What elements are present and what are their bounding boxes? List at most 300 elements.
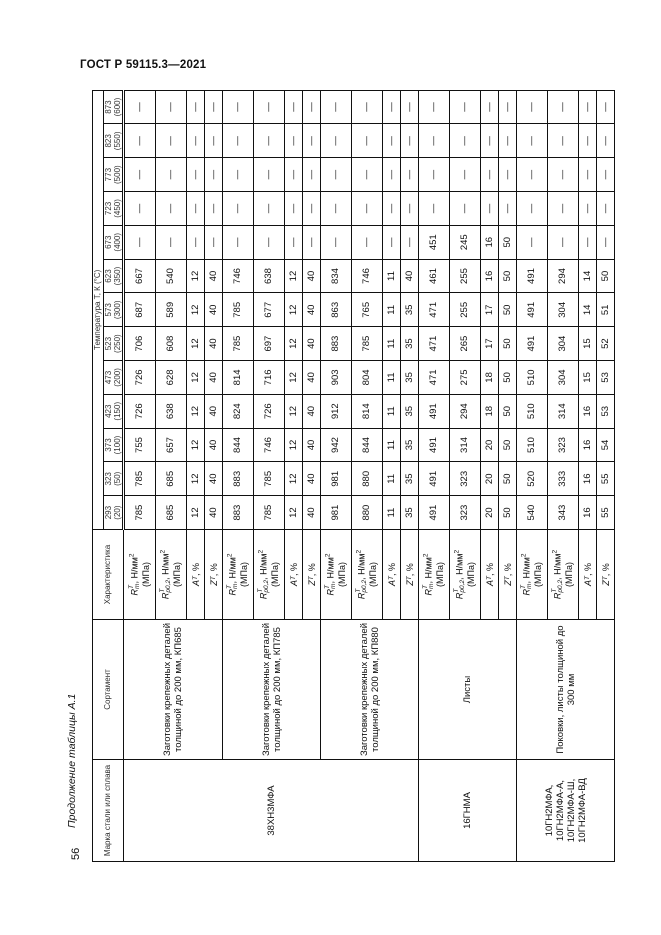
symbol-sup: T [324, 584, 331, 589]
unit-note: (МПа) [140, 562, 151, 587]
value-cell: 40 [205, 462, 223, 496]
symbol: Z [208, 580, 219, 586]
temp-celsius: (200) [113, 368, 122, 387]
value-cell: 11 [383, 496, 401, 530]
value-cell: — [401, 90, 419, 124]
value-cell: 52 [597, 327, 615, 361]
value-cell: 471 [419, 293, 450, 327]
value-cell: 491 [419, 462, 450, 496]
symbol-sub: m [232, 583, 239, 589]
property-Rm [517, 530, 548, 620]
property-symbol [503, 563, 513, 586]
header-temp [104, 496, 124, 530]
property-symbol [289, 563, 299, 586]
value-cell: 314 [450, 428, 481, 462]
value-cell: 746 [223, 259, 254, 293]
symbol-sup: T [159, 588, 166, 593]
temp-kelvin: 323 [104, 472, 113, 486]
value-cell: — [223, 124, 254, 158]
value-cell: 50 [499, 394, 517, 428]
symbol-sup: T [210, 576, 218, 581]
steel-grade: 38ХН3МФА [124, 760, 419, 862]
property-A [187, 530, 205, 620]
value-cell: 245 [450, 225, 481, 259]
header-temp [104, 225, 124, 259]
symbol: Z [502, 580, 513, 586]
value-cell: 40 [205, 327, 223, 361]
temp-kelvin: 623 [104, 269, 113, 283]
value-cell: 657 [156, 428, 187, 462]
value-cell: 880 [352, 462, 383, 496]
temp-celsius: (450) [113, 199, 122, 218]
value-cell: 14 [579, 259, 597, 293]
unit: , Н/мм [160, 553, 171, 580]
symbol-sub: m [330, 583, 337, 589]
value-cell: — [597, 90, 615, 124]
header-temp [104, 361, 124, 395]
symbol-indices [552, 580, 564, 593]
symbol-sup: T [406, 576, 414, 581]
value-cell: — [383, 225, 401, 259]
header-temp [104, 259, 124, 293]
value-cell: — [499, 192, 517, 226]
temp-celsius: (100) [113, 435, 122, 455]
header-temp [104, 192, 124, 226]
value-cell: — [205, 124, 223, 158]
unit-note: (МПа) [564, 562, 574, 587]
unit-note: (МПа) [466, 562, 476, 587]
symbol-sup: T [520, 584, 527, 589]
value-cell: — [579, 192, 597, 226]
value-cell: — [187, 192, 205, 226]
value-cell: 50 [499, 462, 517, 496]
symbol: R [454, 592, 465, 600]
unit-sup: 2 [520, 553, 528, 558]
value-cell: — [124, 90, 156, 124]
value-cell: 12 [187, 293, 205, 327]
value-cell: — [481, 192, 499, 226]
value-cell: 16 [579, 394, 597, 428]
unit: , % [190, 563, 201, 577]
value-cell: — [352, 90, 383, 124]
unit: , % [306, 563, 317, 577]
value-cell: — [285, 225, 303, 259]
temp-celsius: (350) [113, 266, 122, 286]
value-cell: 687 [124, 293, 156, 327]
temp-celsius: (150) [113, 401, 122, 421]
value-cell: 589 [156, 293, 187, 327]
property-symbol [485, 563, 495, 586]
header-product: Сортамент [93, 620, 124, 760]
value-cell: 53 [597, 361, 615, 395]
temp-celsius: (300) [113, 300, 122, 320]
product-form: Заготовки крепежных деталей толщиной до 200 мм, КП785 [223, 620, 321, 760]
value-cell: — [597, 158, 615, 192]
value-cell: 12 [285, 462, 303, 496]
temp-celsius: (500) [113, 165, 122, 184]
value-cell: 12 [187, 428, 205, 462]
value-cell: 15 [579, 327, 597, 361]
value-cell: 697 [254, 327, 285, 361]
symbol: R [325, 588, 336, 596]
temp-kelvin: 873 [104, 100, 113, 114]
temp-celsius: (550) [113, 131, 122, 151]
unit: , Н/мм [325, 557, 336, 584]
value-cell: 912 [321, 394, 352, 428]
value-cell: 50 [499, 361, 517, 395]
symbol-sub: m [133, 583, 141, 589]
unit: , Н/мм [227, 557, 238, 584]
symbol: R [227, 588, 238, 596]
value-cell: 40 [303, 496, 321, 530]
value-cell: — [419, 124, 450, 158]
value-cell: 40 [303, 327, 321, 361]
symbol: Z [600, 580, 611, 586]
value-cell: 706 [124, 327, 156, 361]
value-cell: 53 [597, 394, 615, 428]
header-temp [104, 90, 124, 124]
property-symbol [454, 550, 466, 599]
value-cell: 11 [383, 394, 401, 428]
property-Rp [156, 530, 187, 620]
property-symbol [258, 550, 270, 599]
value-cell: 304 [548, 361, 579, 395]
value-cell: 785 [124, 462, 156, 496]
value-cell: 824 [223, 394, 254, 428]
value-cell: 304 [548, 293, 579, 327]
value-cell: 50 [499, 225, 517, 259]
value-cell: 15 [579, 361, 597, 395]
value-cell: 50 [499, 428, 517, 462]
product-form: Заготовки крепежных деталей толщиной до 200 мм, КП880 [321, 620, 419, 760]
unit: , % [208, 563, 219, 577]
unit-sup: 2 [551, 549, 559, 554]
value-cell: 685 [156, 496, 187, 530]
symbol: R [160, 592, 171, 600]
property-symbol [387, 563, 397, 586]
symbol-sub: p0,2 [459, 579, 466, 593]
unit: , % [600, 563, 611, 577]
symbol-sup: T [226, 584, 233, 589]
value-cell: — [548, 225, 579, 259]
value-cell: 844 [352, 428, 383, 462]
value-cell: 18 [481, 361, 499, 395]
temp-kelvin: 373 [104, 438, 113, 452]
value-cell: 981 [321, 462, 352, 496]
symbol-indices [258, 580, 270, 593]
symbol-sup: T [551, 588, 558, 593]
header-property: Характеристика [93, 530, 124, 620]
symbol-sub: m [526, 583, 533, 589]
value-cell: 265 [450, 327, 481, 361]
value-cell: 40 [205, 293, 223, 327]
value-cell: — [156, 225, 187, 259]
symbol-sup: T [290, 576, 298, 580]
value-cell: 20 [481, 462, 499, 496]
symbol-sub: m [428, 583, 435, 589]
value-cell: — [579, 90, 597, 124]
value-cell: 726 [124, 361, 156, 395]
value-cell: 14 [579, 293, 597, 327]
value-cell: 863 [321, 293, 352, 327]
unit-sup: 2 [257, 549, 265, 554]
value-cell: 323 [548, 428, 579, 462]
symbol-indices [585, 576, 591, 580]
value-cell: — [597, 124, 615, 158]
symbol: A [484, 580, 495, 587]
symbol: A [386, 580, 397, 587]
value-cell: 451 [419, 225, 450, 259]
property-Rp [548, 530, 579, 620]
value-cell: 491 [419, 394, 450, 428]
unit-note: (МПа) [172, 562, 182, 587]
symbol-indices [505, 576, 511, 580]
value-cell: — [223, 90, 254, 124]
value-cell: — [303, 192, 321, 226]
value-cell: 785 [254, 462, 285, 496]
value-cell: 50 [597, 259, 615, 293]
value-cell: — [156, 90, 187, 124]
symbol-indices [454, 580, 466, 593]
value-cell: 255 [450, 259, 481, 293]
unit: , Н/мм [356, 553, 367, 580]
temp-kelvin: 423 [104, 404, 113, 418]
property-symbol [552, 550, 564, 599]
unit-note: (МПа) [368, 562, 378, 587]
value-cell: 491 [517, 327, 548, 361]
property-Z [205, 530, 223, 620]
symbol: R [128, 588, 139, 596]
document-code: ГОСТ Р 59115.3—2021 [80, 59, 207, 71]
value-cell: 726 [124, 394, 156, 428]
value-cell: 716 [254, 361, 285, 395]
symbol-indices [487, 576, 493, 580]
value-cell: — [450, 90, 481, 124]
unit-note: (МПа) [239, 562, 249, 587]
value-cell: — [303, 90, 321, 124]
value-cell: 40 [303, 259, 321, 293]
value-cell: 255 [450, 293, 481, 327]
value-cell: 471 [419, 361, 450, 395]
symbol-sup: T [453, 588, 460, 593]
header-temp [104, 158, 124, 192]
product-form: Листы [419, 620, 517, 760]
steel-grade: 16ГНМА [419, 760, 517, 862]
temp-kelvin: 473 [104, 370, 113, 385]
value-cell: 685 [156, 462, 187, 496]
property-Rm [223, 530, 254, 620]
value-cell: — [285, 90, 303, 124]
symbol-sub: p0,2 [263, 579, 270, 593]
symbol: R [552, 592, 563, 600]
value-cell: 844 [223, 428, 254, 462]
value-cell: 471 [419, 327, 450, 361]
value-cell: 314 [548, 394, 579, 428]
value-cell: — [352, 192, 383, 226]
value-cell: — [450, 124, 481, 158]
value-cell: 785 [254, 496, 285, 530]
temp-celsius: (400) [113, 232, 122, 252]
value-cell: — [517, 225, 548, 259]
value-cell: 11 [383, 327, 401, 361]
rotated-page-content [60, 88, 640, 868]
property-symbol [209, 563, 219, 586]
value-cell: 40 [401, 259, 419, 293]
property-Rm [321, 530, 352, 620]
unit-note: (МПа) [435, 562, 445, 587]
value-cell: 40 [205, 496, 223, 530]
value-cell: — [156, 158, 187, 192]
value-cell: 333 [548, 462, 579, 496]
value-cell: 35 [401, 394, 419, 428]
symbol: A [288, 580, 299, 587]
header-temp [104, 124, 124, 158]
symbol-sup: T [308, 576, 316, 581]
property-Rp [352, 530, 383, 620]
value-cell: — [285, 124, 303, 158]
property-Z [499, 530, 517, 620]
value-cell: 12 [285, 428, 303, 462]
temp-kelvin: 673 [104, 235, 113, 249]
value-cell: 746 [352, 259, 383, 293]
symbol: A [190, 580, 201, 587]
value-cell: 903 [321, 361, 352, 395]
value-cell: — [597, 225, 615, 259]
symbol: R [423, 588, 434, 596]
symbol-sub: p0,2 [165, 579, 172, 593]
value-cell: 755 [124, 428, 156, 462]
value-cell: — [481, 124, 499, 158]
value-cell: 461 [419, 259, 450, 293]
value-cell: — [419, 90, 450, 124]
symbol-sup: T [355, 588, 362, 593]
value-cell: 40 [303, 394, 321, 428]
value-cell: — [499, 158, 517, 192]
value-cell: — [321, 90, 352, 124]
value-cell: 11 [383, 293, 401, 327]
property-symbol [227, 554, 239, 596]
value-cell: 638 [254, 259, 285, 293]
symbol-sup: T [257, 588, 264, 593]
symbol-sup: T [602, 576, 610, 581]
value-cell: 11 [383, 462, 401, 496]
symbol-indices [160, 580, 172, 593]
value-cell: — [205, 158, 223, 192]
value-cell: — [321, 158, 352, 192]
table-row [223, 90, 254, 861]
value-cell: — [124, 225, 156, 259]
value-cell: — [481, 158, 499, 192]
symbol-indices [389, 576, 395, 580]
symbol-indices [129, 584, 141, 589]
page-number: 56 [70, 847, 82, 860]
symbol-sup: T [486, 576, 494, 580]
value-cell: 638 [156, 394, 187, 428]
property-Rp [450, 530, 481, 620]
value-cell: 343 [548, 496, 579, 530]
value-cell: — [303, 225, 321, 259]
unit: , Н/мм [521, 557, 532, 584]
value-cell: 785 [352, 327, 383, 361]
value-cell: — [401, 225, 419, 259]
unit: , % [404, 563, 415, 577]
unit-note: (МПа) [533, 562, 543, 587]
value-cell: 814 [352, 394, 383, 428]
value-cell: 12 [285, 361, 303, 395]
value-cell: — [383, 158, 401, 192]
value-cell: 491 [419, 428, 450, 462]
value-cell: 51 [597, 293, 615, 327]
symbol-sub: p0,2 [361, 579, 368, 593]
value-cell: — [303, 124, 321, 158]
value-cell: 50 [499, 293, 517, 327]
value-cell: — [223, 225, 254, 259]
property-Rm [419, 530, 450, 620]
value-cell: — [517, 124, 548, 158]
header-grade: Марка стали или сплава [93, 760, 124, 862]
property-symbol [423, 554, 435, 596]
value-cell: 785 [124, 496, 156, 530]
value-cell: 12 [187, 259, 205, 293]
value-cell: 50 [499, 327, 517, 361]
value-cell: — [285, 192, 303, 226]
value-cell: 55 [597, 462, 615, 496]
unit: , % [582, 563, 593, 577]
unit-sup: 2 [226, 553, 234, 558]
value-cell: 12 [285, 327, 303, 361]
value-cell: 12 [285, 259, 303, 293]
value-cell: 491 [517, 293, 548, 327]
value-cell: — [223, 192, 254, 226]
symbol-sup: T [584, 576, 592, 580]
value-cell: 883 [321, 327, 352, 361]
symbol: R [521, 588, 532, 596]
value-cell: — [548, 90, 579, 124]
value-cell: — [352, 124, 383, 158]
value-cell: 40 [205, 259, 223, 293]
property-Z [303, 530, 321, 620]
header-temperature: Температура T, К (°С) [93, 90, 104, 529]
unit-note: (МПа) [337, 562, 347, 587]
temp-celsius: (250) [113, 334, 122, 353]
value-cell: — [124, 192, 156, 226]
unit-sup: 2 [324, 553, 332, 558]
value-cell: 785 [223, 327, 254, 361]
value-cell: — [352, 158, 383, 192]
unit: , Н/мм [454, 553, 465, 580]
value-cell: 40 [303, 361, 321, 395]
unit: , Н/мм [258, 553, 269, 580]
value-cell: — [383, 90, 401, 124]
symbol-indices [325, 584, 337, 589]
value-cell: — [187, 124, 205, 158]
value-cell: — [187, 90, 205, 124]
value-cell: 11 [383, 361, 401, 395]
value-cell: 16 [579, 496, 597, 530]
value-cell: — [321, 192, 352, 226]
table-caption: Продолжение таблицы А.1 [66, 693, 78, 828]
value-cell: — [321, 124, 352, 158]
property-symbol [356, 550, 368, 599]
value-cell: 12 [187, 496, 205, 530]
value-cell: — [450, 158, 481, 192]
property-symbol [601, 563, 611, 586]
value-cell: — [156, 124, 187, 158]
unit-sup: 2 [453, 549, 461, 554]
property-symbol [405, 563, 415, 586]
value-cell: 785 [223, 293, 254, 327]
product-form: Заготовки крепежных деталей толщиной до 200 мм, КП685 [124, 620, 223, 760]
